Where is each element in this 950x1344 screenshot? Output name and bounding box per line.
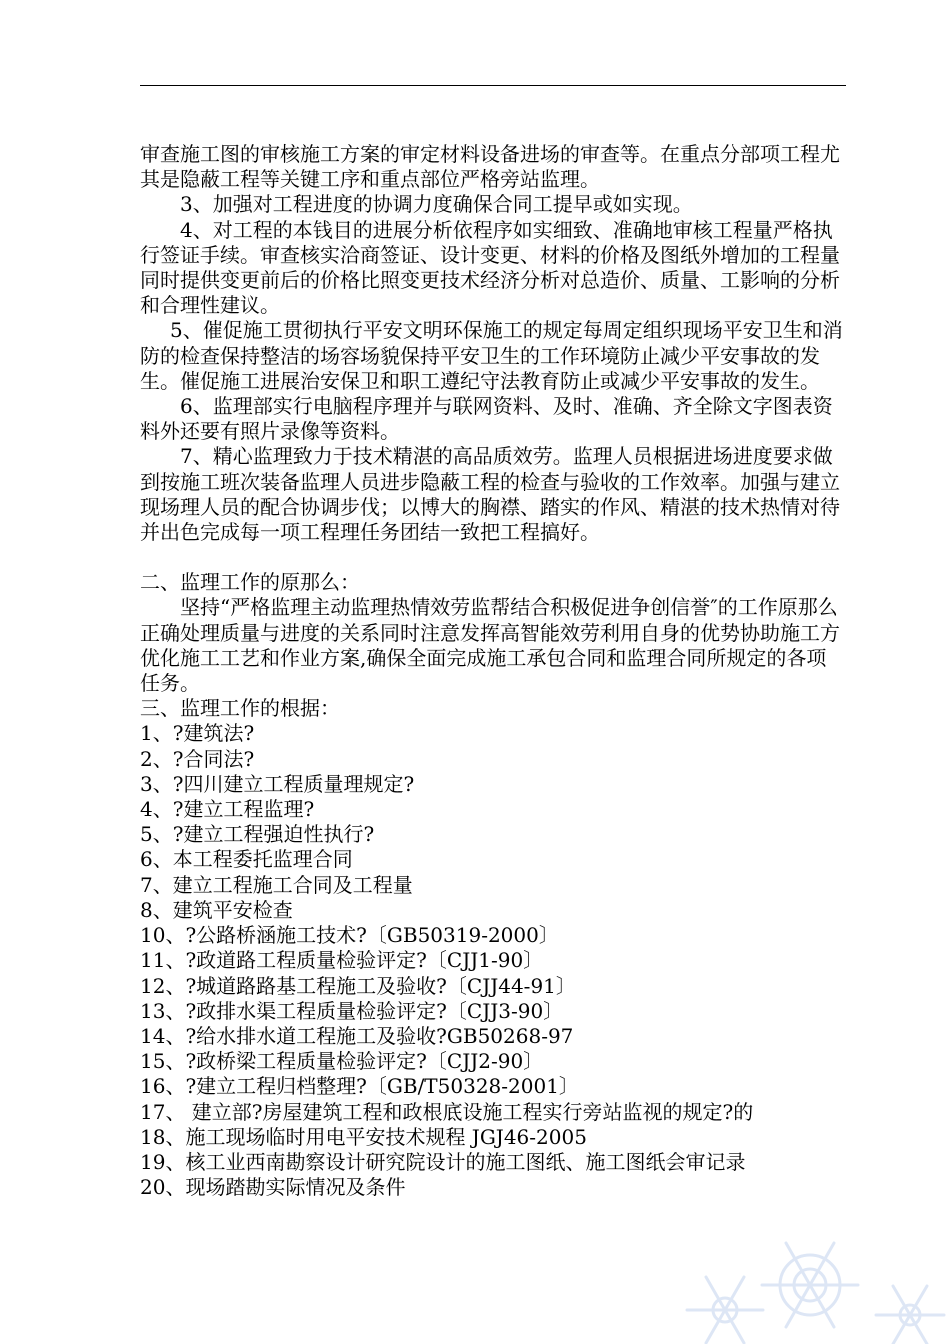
basis-item: 20、现场踏勘实际情况及条件 xyxy=(140,1175,406,1200)
basis-item: 17、 建立部?房屋建筑工程和政根底设施工程实行旁站监视的规定?的 xyxy=(140,1099,754,1124)
document-body xyxy=(140,142,845,1200)
basis-item: 6、本工程委托监理合同 xyxy=(140,847,353,872)
header-rule xyxy=(140,85,846,86)
basis-item: 13、?政排水渠工程质量检验评定?〔CJJ3-90〕 xyxy=(140,998,564,1023)
basis-item: 19、核工业西南勘察设计研究院设计的施工图纸、施工图纸会审记录 xyxy=(140,1149,746,1174)
basis-list xyxy=(140,721,845,1200)
basis-item: 14、?给水排水道工程施工及验收?GB50268-97 xyxy=(140,1023,574,1048)
snowflake-watermark-icon xyxy=(680,1230,950,1344)
basis-item: 2、?合同法? xyxy=(140,746,255,771)
paragraph-continued: 审查施工图的审核施工方案的审定材料设备进场的审查等。在重点分部项工程尤其是隐蔽工程等关键工序和重点部位严格旁站监理。 xyxy=(140,142,840,192)
basis-item: 8、建筑平安检查 xyxy=(140,897,293,922)
basis-item: 16、?建立工程归档整理?〔GB/T50328-2001〕 xyxy=(140,1074,579,1099)
basis-item: 3、?四川建立工程质量理规定? xyxy=(140,771,415,796)
paragraph-item-7: 7、精心监理致力于技术精湛的高品质效劳。监理人员根据进场进度要求做到按施工班次装备监理人员进步隐蔽工程的检查与验收的工作效率。加强与建立现场理人员的配合协调步伐；以博大的胸襟、踏实的作风、精湛的技术热情对待并出色完成每一项工程理任务团结一致把工程搞好。 xyxy=(140,444,840,545)
basis-item: 4、?建立工程监理? xyxy=(140,797,315,822)
paragraph-item-5: 5、催促施工贯彻执行平安文明环保施工的规定每周定组织现场平安卫生和消防的检查保持整洁的场容场貌保持平安卫生的工作环境防止减少平安事故的发生。催促施工进展治安保卫和职工遵纪守法教育防止或减少平安事故的发生。 xyxy=(140,318,843,393)
basis-item: 1、?建筑法? xyxy=(140,721,255,746)
basis-item: 7、建立工程施工合同及工程量 xyxy=(140,872,413,897)
paragraph-item-3: 3、加强对工程进度的协调力度确保合同工提早或如实现。 xyxy=(180,192,693,217)
basis-item: 12、?城道路路基工程施工及验收?〔CJJ44-91〕 xyxy=(140,973,576,998)
basis-item: 10、?公路桥涵施工技术?〔GB50319-2000〕 xyxy=(140,923,559,948)
basis-item: 18、施工现场临时用电平安技术规程 JGJ46-2005 xyxy=(140,1124,587,1149)
basis-item: 11、?政道路工程质量检验评定?〔CJJ1-90〕 xyxy=(140,948,544,973)
section-3-heading: 三、监理工作的根据： xyxy=(140,696,340,721)
basis-item: 5、?建立工程强迫性执行? xyxy=(140,822,375,847)
paragraph-item-4: 4、对工程的本钱目的进展分析依程序如实细致、准确地审核工程量严格执行签证手续。审查核实洽商签证、设计变更、材料的价格及图纸外增加的工程量同时提供变更前后的价格比照变更技术经济分析对总造价、质量、工影响的分析和合理性建议。 xyxy=(140,217,840,318)
section-2-heading: 二、监理工作的原那么： xyxy=(140,570,360,595)
section-2-body: 坚持“严格监理主动监理热情效劳监帮结合积极促进争创信誉″的工作原那么正确处理质量与进度的关系同时注意发挥高智能效劳利用自身的优势协助施工方优化施工工艺和作业方案,确保全面完成施工承包合同和监理合同所规定的各项任务。 xyxy=(140,595,840,696)
paragraph-item-6: 6、监理部实行电脑程序理并与联网资料、及时、准确、齐全除文字图表资料外还要有照片录像等资料。 xyxy=(140,394,833,444)
basis-item: 15、?政桥梁工程质量检验评定?〔CJJ2-90〕 xyxy=(140,1049,544,1074)
